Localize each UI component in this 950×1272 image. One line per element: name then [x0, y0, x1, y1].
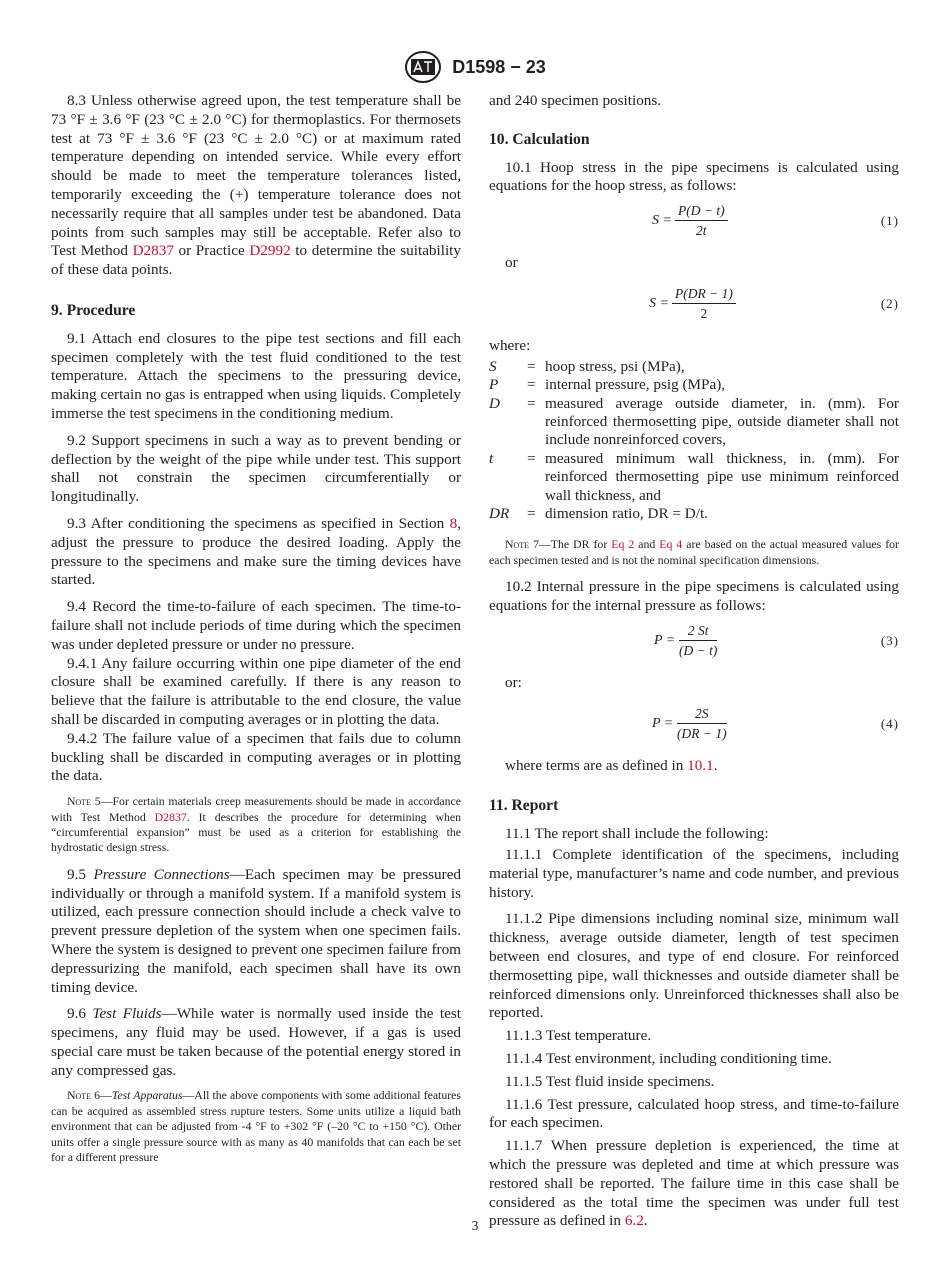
link-d2837[interactable]: D2837: [132, 242, 174, 260]
continued-text: and 240 specimen positions.: [489, 92, 662, 109]
paragraph-9-6: 9.6 Test Fluids—While water is normally used inside the test specimens, any fluid may be used. However, if a gas is used special care must be taken because of the potential energy stored in any compressed gas.: [51, 1005, 461, 1079]
note-6: Note 6—Test Apparatus—All the above components with some additional features can be acquired as assembled stress rupture testers. Some units utilize a liquid bath environment that can be adjusted from -4 °F to +302 °F (–20 °C to +150 °C). Other units offer a single pressure source with as many as 40 manifolds that can each be set for a different pressure: [51, 1088, 461, 1165]
page-header: [0, 50, 950, 84]
where-row: S = hoop stress, psi (MPa),: [489, 357, 685, 375]
paragraph-11-1-2: 11.1.2 Pipe dimensions including nominal size, minimum wall thickness, average outside diameter, length of test specimen between end closures, and type of end closure. For reinforced thermosetting pipe, wall thicknesses and outside diameter shall be reinforced dimensions only. Unreinforced thicknesses shall also be reported.: [489, 910, 899, 1022]
paragraph-9-1: 9.1 Attach end closures to the pipe test sections and fill each specimen completely with the test fluid conditioned to the test temperature. Attach the specimens to the pressuring device, making certain no gas is entrapped when using liquids. Completely immerse the test specimens in the conditioning medium.: [51, 329, 461, 422]
paragraph-9-4: 9.4 Record the time-to-failure of each specimen. The time-to-failure shall not include periods of time during which the specimen was under depleted pressure or under no pressure.: [51, 598, 461, 653]
link-section-8[interactable]: 8: [449, 514, 458, 532]
page-number: 3: [471, 1218, 479, 1233]
link-10-1[interactable]: 10.1: [687, 756, 714, 774]
where-row: DR = dimension ratio, DR = D/t.: [489, 505, 708, 523]
note-7: Note 7—The DR for Eq 2 and Eq 4 are based on the actual measured values for each specimen tested and is not the nominal specification dimensions.: [489, 537, 899, 567]
document-id: D1598 − 23: [452, 56, 546, 77]
equation-1: S = $\frac{P(D - t)}{2t}$ (1): [652, 203, 899, 239]
paragraph-11-1-4: 11.1.4 Test environment, including conditioning time.: [505, 1050, 832, 1067]
link-eq-2[interactable]: Eq 2: [611, 537, 635, 552]
paragraph-11-1: 11.1 The report shall include the following:: [505, 825, 769, 843]
right-column: [489, 92, 899, 1239]
paragraph-10-1: 10.1 Hoop stress in the pipe specimens is calculated using equations for the hoop stress, as follows:: [489, 158, 899, 195]
or-label-1: or: [505, 254, 518, 272]
section-heading-calculation: 10. Calculation: [489, 130, 590, 148]
link-d2837-note[interactable]: D2837: [154, 809, 187, 824]
section-heading-report: 11. Report: [489, 797, 559, 815]
paragraph-9-3: 9.3 After conditioning the specimens as specified in Section 8, adjust the pressure to produce the desired loading. Apply the pressure to the specimens and make sure the timing devices have started.: [51, 514, 461, 589]
section-heading-procedure: 9. Procedure: [51, 301, 136, 319]
link-eq-4[interactable]: Eq 4: [659, 537, 683, 552]
equation-2: S = $\frac{P(DR - 1)}{2}$ (2): [649, 285, 899, 321]
where-row: D = measured average outside diameter, in. (mm). For reinforced thermosetting pipe, outside diameter shall not include nonreinforced covers,: [489, 394, 899, 449]
paragraph-11-1-6: 11.1.6 Test pressure, calculated hoop stress, and time-to-failure for each specimen.: [489, 1095, 899, 1132]
where-row: t = measured minimum wall thickness, in. (mm). For reinforced thermosetting pipe use minimum reinforced wall thickness, and: [489, 449, 899, 504]
paragraph-8-3: 8.3 Unless otherwise agreed upon, the test temperature shall be 73 °F ± 3.6 °F (23 °C ± 2.0 °C) for thermoplastics. For thermosets test at 73 °F ± 3.6 °F (23 °C ± 2.0 °C) or at maximum rated temperature depending on intended service. While every effort should be made to meet the temperature tolerances listed, temporarily exceeding the (+) temperature tolerance does not necessarily require that all samples under test be abandoned. Data points from such samples may still be acceptable. Refer also to Test Method D2837 or Practice D2992 to determine the suitability of these data points.: [51, 92, 461, 279]
link-d2992[interactable]: D2992: [249, 242, 291, 260]
note-5: Note 5—For certain materials creep measurements should be made in accordance with Test Method D2837. It describes the procedure for determining when “circumferential expansion” must be used as a criterion for establishing the hydrostatic design stress.: [51, 794, 462, 855]
paragraph-11-1-3: 11.1.3 Test temperature.: [505, 1027, 652, 1045]
where-list: [489, 358, 899, 524]
or-label-2: or:: [505, 673, 522, 691]
where-defined-text: where terms are as defined in 10.1.: [505, 756, 718, 774]
equation-3: P = $\frac{2 St}{(D - t)}$ (3): [654, 622, 899, 658]
paragraph-9-5: 9.5 Pressure Connections—Each specimen may be pressured individually or through a manifold system. If a manifold system is utilized, each pressure connection should include a check valve to prevent pressure depletion of the system when one specimen fails. Where the system is designed to prevent one specimen failure from depressurizing the manifold, each specimen shall have its own timing device.: [51, 865, 462, 996]
equation-4: P = $\frac{2S}{(DR - 1)}$ (4): [652, 705, 899, 741]
paragraph-10-2: 10.2 Internal pressure in the pipe specimens is calculated using equations for the internal pressure as follows:: [489, 578, 899, 615]
left-column: [51, 92, 461, 1176]
paragraph-11-1-7: 11.1.7 When pressure depletion is experienced, the time at which the pressure was depleted and time at which pressure was restored shall be reported. The failure time in this case shall be considered as the total time the specimen was under full test pressure as defined in 6.2.: [489, 1137, 899, 1230]
astm-logo-icon: [404, 50, 442, 84]
link-6-2[interactable]: 6.2: [624, 1212, 644, 1230]
paragraph-11-1-5: 11.1.5 Test fluid inside specimens.: [505, 1072, 715, 1090]
paragraph-9-4-2: 9.4.2 The failure value of a specimen that fails due to column buckling shall be discarded in computing averages or in plotting the data.: [51, 729, 461, 785]
paragraph-9-4-1: 9.4.1 Any failure occurring within one pipe diameter of the end closure shall be examined carefully. If there is any reason to believe that the failure is attributable to the end closure, the value shall be discarded in computing averages or in plotting the data.: [51, 654, 461, 728]
paragraph-11-1-1: 11.1.1 Complete identification of the specimens, including material type, manufacturer’s name and code number, and previous history.: [489, 846, 899, 901]
paragraph-9-2: 9.2 Support specimens in such a way as to prevent bending or deflection by the weight of the pipe while under test. This support shall not constrain the specimen circumferentially or longitudinally.: [51, 431, 461, 506]
where-row: P = internal pressure, psig (MPa),: [489, 376, 726, 394]
where-label: where:: [489, 336, 531, 354]
